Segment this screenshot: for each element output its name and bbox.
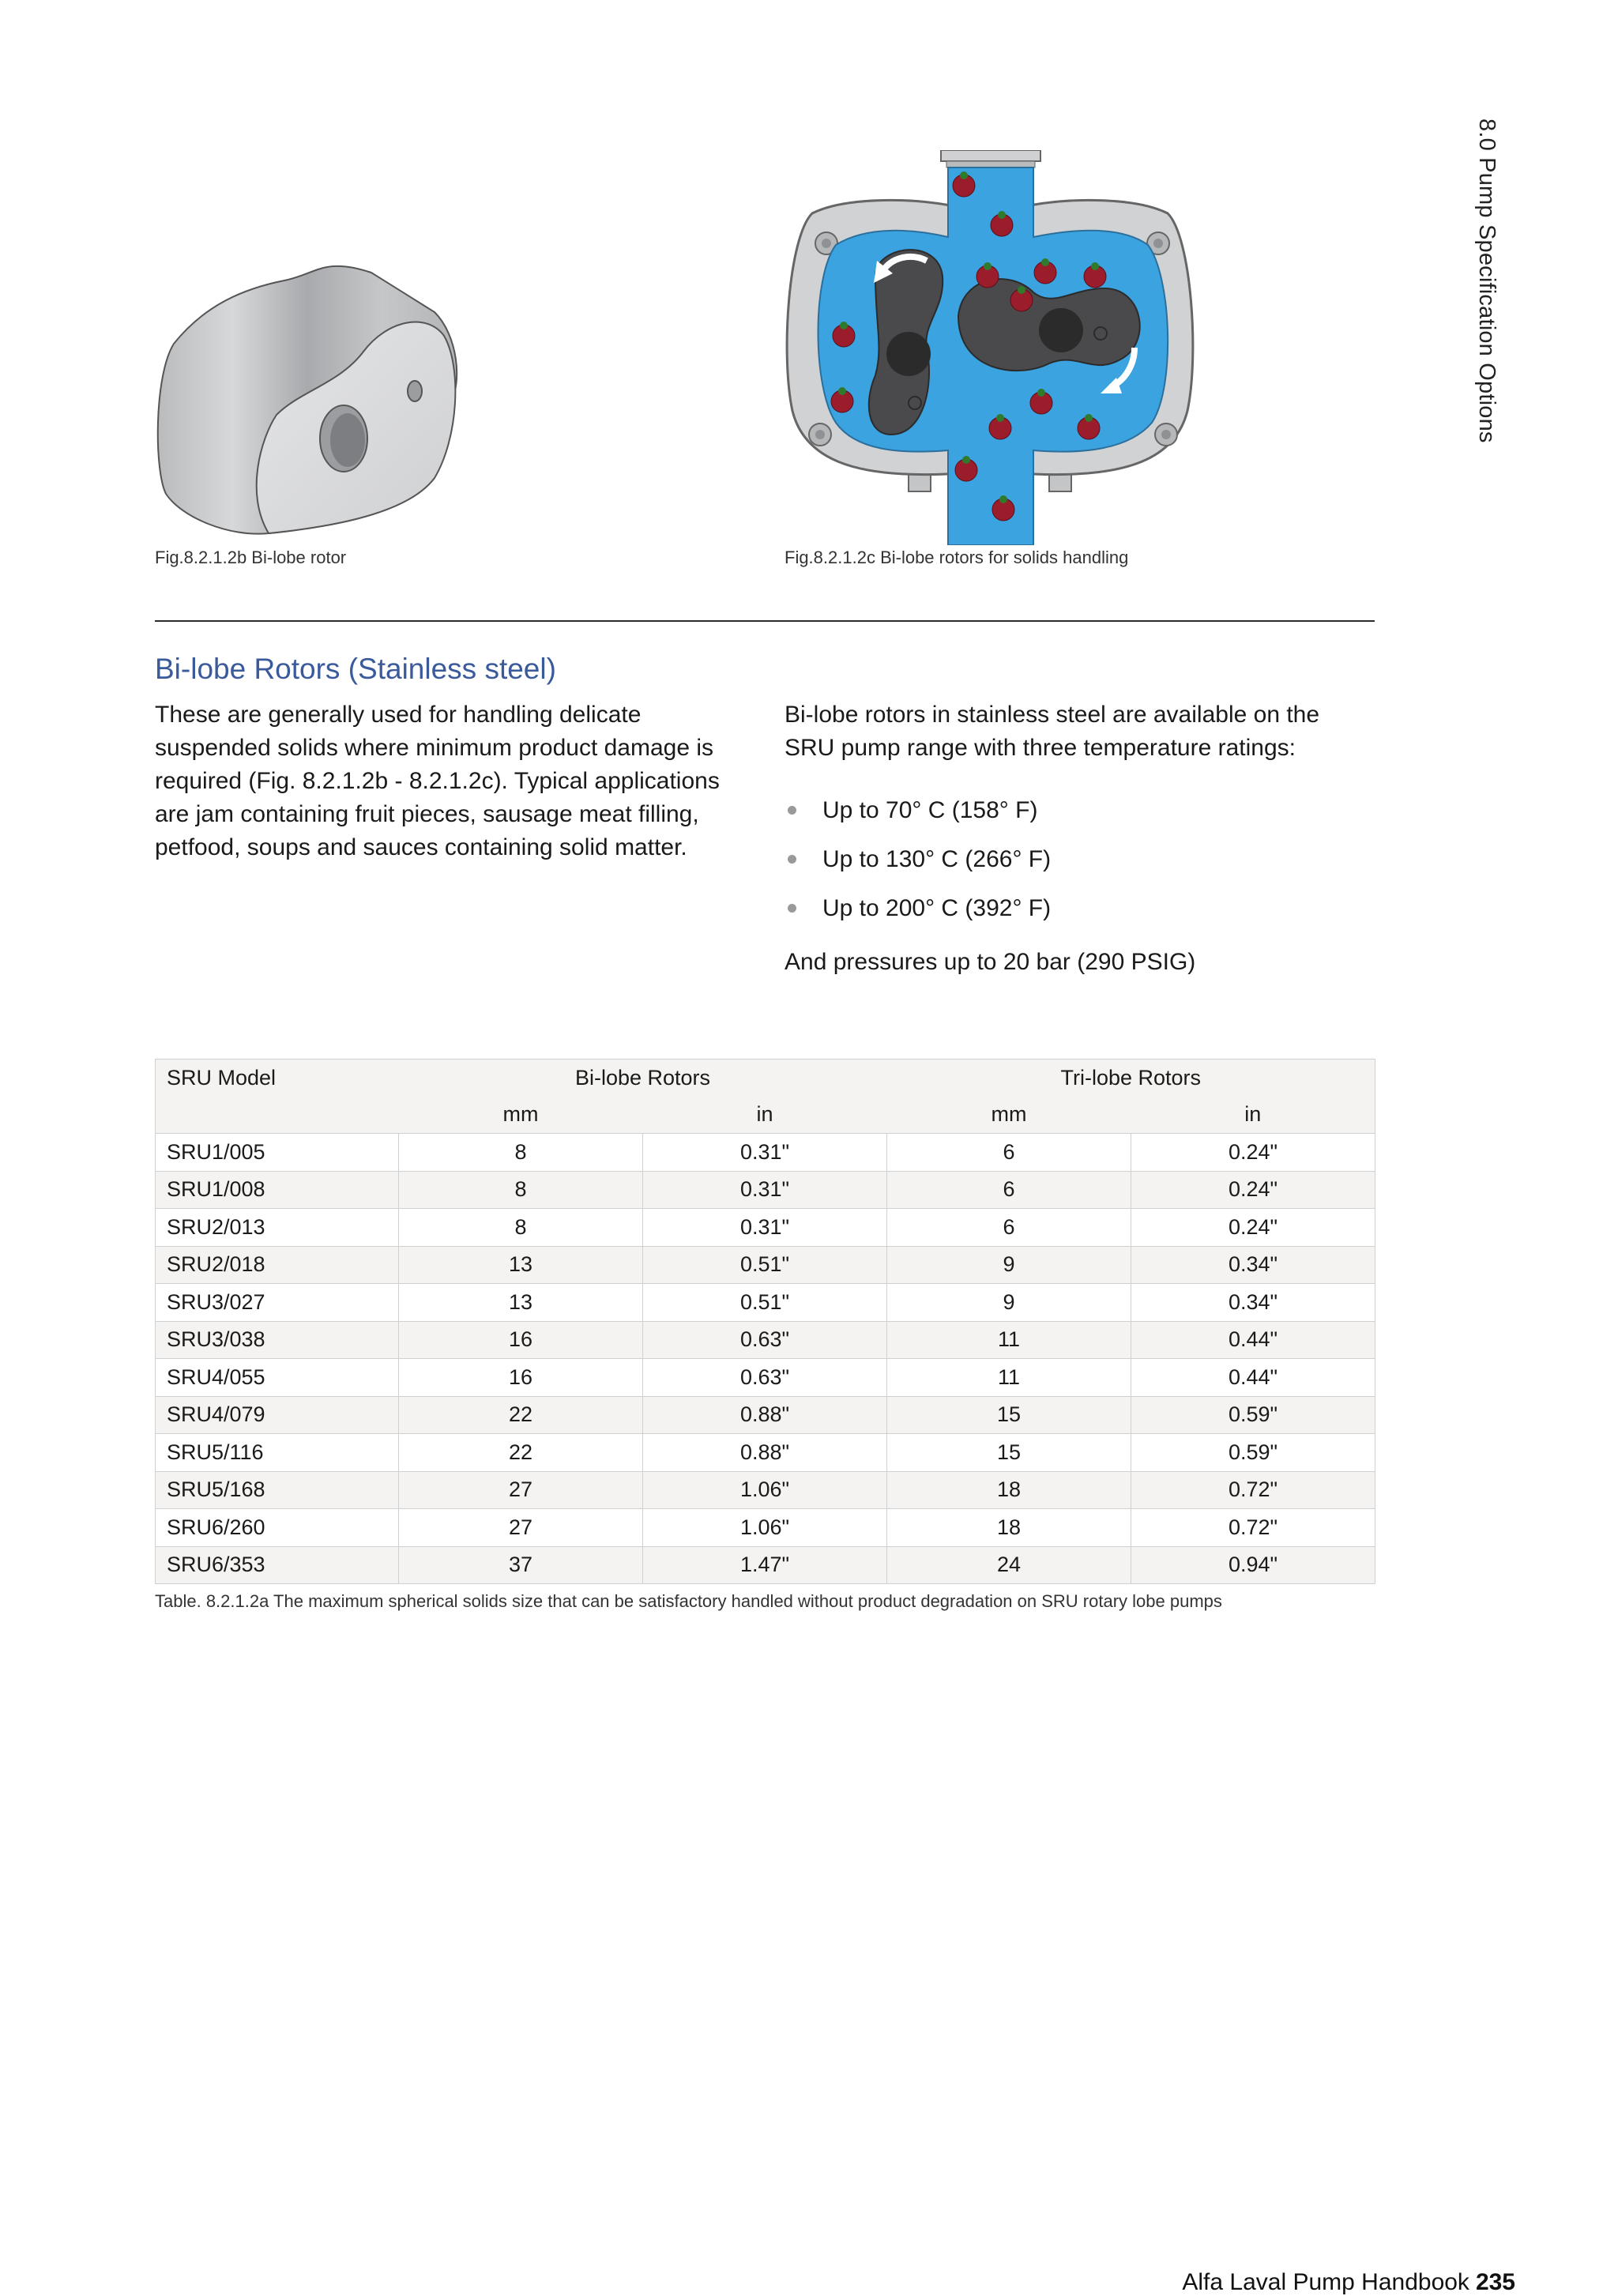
unit-mm: mm [399, 1097, 643, 1134]
value-cell: 0.34" [1131, 1246, 1375, 1284]
list-item: Up to 70° C (158° F) [785, 794, 1051, 843]
temperature-ratings-list [785, 794, 1051, 941]
table-row [156, 1284, 1375, 1322]
value-cell: 0.94" [1131, 1546, 1375, 1584]
table-row [156, 1321, 1375, 1359]
table-row [156, 1134, 1375, 1172]
value-cell: 0.88" [643, 1434, 887, 1472]
list-item: Up to 200° C (392° F) [785, 892, 1051, 941]
value-cell: 0.31" [643, 1171, 887, 1209]
model-cell: SRU2/013 [156, 1209, 399, 1247]
table-row [156, 1246, 1375, 1284]
value-cell: 9 [887, 1246, 1131, 1284]
model-cell: SRU5/168 [156, 1471, 399, 1509]
footer-title: Alfa Laval Pump Handbook [1182, 2269, 1469, 2295]
unit-mm: mm [887, 1097, 1131, 1134]
value-cell: 0.72" [1131, 1509, 1375, 1547]
table-row [156, 1471, 1375, 1509]
bi-lobe-rotor-illustration [150, 257, 514, 549]
value-cell: 13 [399, 1246, 643, 1284]
value-cell: 0.59" [1131, 1434, 1375, 1472]
table-unit-row [156, 1097, 1375, 1134]
value-cell: 0.63" [643, 1321, 887, 1359]
value-cell: 0.24" [1131, 1134, 1375, 1172]
model-cell: SRU5/116 [156, 1434, 399, 1472]
value-cell: 11 [887, 1359, 1131, 1397]
intro-paragraph: These are generally used for handling delicate suspended solids where minimum product damage is required (Fig. 8.2.1.2b - 8.2.1.2c). Typical applications are jam containing fruit pieces, sausage meat filling, petfood, soups and sauces containing solid matter. [155, 702, 720, 860]
header-bilobe: Bi-lobe Rotors [399, 1060, 887, 1097]
value-cell: 0.59" [1131, 1396, 1375, 1434]
table-row [156, 1209, 1375, 1247]
table-caption: Table. 8.2.1.2a The maximum spherical solids size that can be satisfactory handled without product degradation on SRU rotary lobe pumps [155, 1591, 1222, 1611]
value-cell: 0.34" [1131, 1284, 1375, 1322]
value-cell: 6 [887, 1209, 1131, 1247]
unit-in: in [1131, 1097, 1375, 1134]
value-cell: 0.31" [643, 1209, 887, 1247]
section-divider [155, 620, 1375, 622]
value-cell: 0.44" [1131, 1321, 1375, 1359]
value-cell: 1.06" [643, 1471, 887, 1509]
table-row [156, 1546, 1375, 1584]
value-cell: 0.31" [643, 1134, 887, 1172]
model-cell: SRU1/005 [156, 1134, 399, 1172]
header-model: SRU Model [156, 1060, 399, 1097]
table-header-row [156, 1060, 1375, 1097]
value-cell: 18 [887, 1471, 1131, 1509]
value-cell: 13 [399, 1284, 643, 1322]
value-cell: 22 [399, 1396, 643, 1434]
value-cell: 15 [887, 1396, 1131, 1434]
table-row [156, 1396, 1375, 1434]
list-item: Up to 130° C (266° F) [785, 843, 1051, 892]
model-cell: SRU6/353 [156, 1546, 399, 1584]
value-cell: 9 [887, 1284, 1131, 1322]
value-cell: 11 [887, 1321, 1131, 1359]
value-cell: 8 [399, 1171, 643, 1209]
value-cell: 22 [399, 1434, 643, 1472]
value-cell: 18 [887, 1509, 1131, 1547]
model-cell: SRU2/018 [156, 1246, 399, 1284]
value-cell: 0.44" [1131, 1359, 1375, 1397]
table-row [156, 1359, 1375, 1397]
model-cell: SRU3/038 [156, 1321, 399, 1359]
section-heading: Bi-lobe Rotors (Stainless steel) [155, 653, 556, 685]
bullet-icon [788, 855, 796, 864]
model-cell: SRU1/008 [156, 1171, 399, 1209]
value-cell: 1.47" [643, 1546, 887, 1584]
value-cell: 15 [887, 1434, 1131, 1472]
bullet-icon [788, 806, 796, 815]
value-cell: 8 [399, 1134, 643, 1172]
value-cell: 0.63" [643, 1359, 887, 1397]
model-cell: SRU4/055 [156, 1359, 399, 1397]
model-cell: SRU3/027 [156, 1284, 399, 1322]
value-cell: 0.51" [643, 1246, 887, 1284]
table-row [156, 1434, 1375, 1472]
availability-paragraph: Bi-lobe rotors in stainless steel are available on the SRU pump range with three temperature ratings: [785, 702, 1320, 761]
table-row [156, 1171, 1375, 1209]
unit-in: in [643, 1097, 887, 1134]
pump-solids-handling-illustration [781, 150, 1199, 545]
figure-caption-pump: Fig.8.2.1.2c Bi-lobe rotors for solids handling [785, 548, 1129, 567]
value-cell: 0.24" [1131, 1209, 1375, 1247]
page-footer [1182, 2269, 1515, 2296]
value-cell: 16 [399, 1321, 643, 1359]
value-cell: 0.72" [1131, 1471, 1375, 1509]
figure-caption-rotor: Fig.8.2.1.2b Bi-lobe rotor [155, 548, 347, 567]
value-cell: 27 [399, 1471, 643, 1509]
pressure-note: And pressures up to 20 bar (290 PSIG) [785, 949, 1196, 975]
value-cell: 16 [399, 1359, 643, 1397]
value-cell: 0.51" [643, 1284, 887, 1322]
value-cell: 24 [887, 1546, 1131, 1584]
bullet-icon [788, 904, 796, 913]
value-cell: 8 [399, 1209, 643, 1247]
value-cell: 6 [887, 1171, 1131, 1209]
value-cell: 37 [399, 1546, 643, 1584]
page-number: 235 [1475, 2269, 1515, 2295]
model-cell: SRU4/079 [156, 1396, 399, 1434]
table-row [156, 1509, 1375, 1547]
value-cell: 0.24" [1131, 1171, 1375, 1209]
value-cell: 1.06" [643, 1509, 887, 1547]
value-cell: 27 [399, 1509, 643, 1547]
side-section-title: 8.0 Pump Specification Options [1474, 119, 1499, 443]
header-trilobe: Tri-lobe Rotors [887, 1060, 1375, 1097]
value-cell: 0.88" [643, 1396, 887, 1434]
value-cell: 6 [887, 1134, 1131, 1172]
solids-size-table [155, 1059, 1375, 1584]
model-cell: SRU6/260 [156, 1509, 399, 1547]
